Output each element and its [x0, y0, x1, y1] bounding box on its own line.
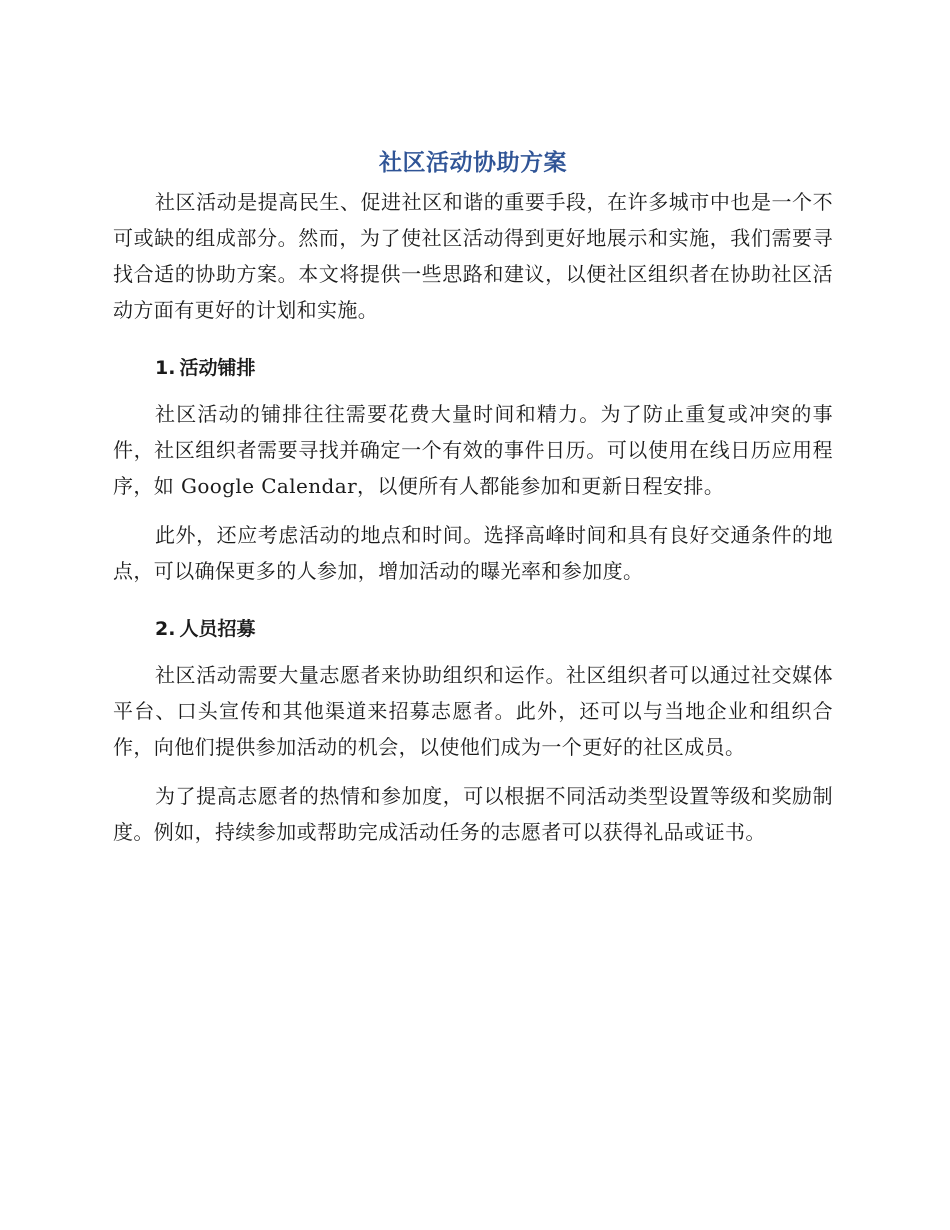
section-1 — [113, 350, 833, 589]
body-paragraph: 社区活动需要大量志愿者来协助组织和运作。社区组织者可以通过社交媒体平台、口头宣传和其他渠道来招募志愿者。此外，还可以与当地企业和组织合作，向他们提供参加活动的机会，以使他们成为一个更好的社区成员。 — [113, 663, 833, 759]
section-heading-text: 人员招募 — [179, 618, 256, 640]
section-heading-text: 活动铺排 — [179, 357, 256, 379]
section-number: 2. — [155, 618, 176, 640]
section-number: 1. — [155, 357, 176, 379]
section-2 — [113, 611, 833, 850]
document-title: 社区活动协助方案 — [379, 150, 567, 176]
section-heading — [155, 350, 833, 386]
document-page — [113, 146, 833, 850]
body-paragraph: 此外，还应考虑活动的地点和时间。选择高峰时间和具有良好交通条件的地点，可以确保更多的人参加，增加活动的曝光率和参加度。 — [113, 523, 833, 583]
body-paragraph: 社区活动的铺排往往需要花费大量时间和精力。为了防止重复或冲突的事件，社区组织者需要寻找并确定一个有效的事件日历。可以使用在线日历应用程序，如 Google Calendar，以便所有人都能参加和更新日程安排。 — [113, 402, 833, 498]
section-heading — [155, 611, 833, 647]
intro-paragraph: 社区活动是提高民生、促进社区和谐的重要手段，在许多城市中也是一个不可或缺的组成部分。然而，为了使社区活动得到更好地展示和实施，我们需要寻找合适的协助方案。本文将提供一些思路和建议，以便社区组织者在协助社区活动方面有更好的计划和实施。 — [113, 190, 833, 322]
body-paragraph: 为了提高志愿者的热情和参加度，可以根据不同活动类型设置等级和奖励制度。例如，持续参加或帮助完成活动任务的志愿者可以获得礼品或证书。 — [113, 784, 833, 844]
